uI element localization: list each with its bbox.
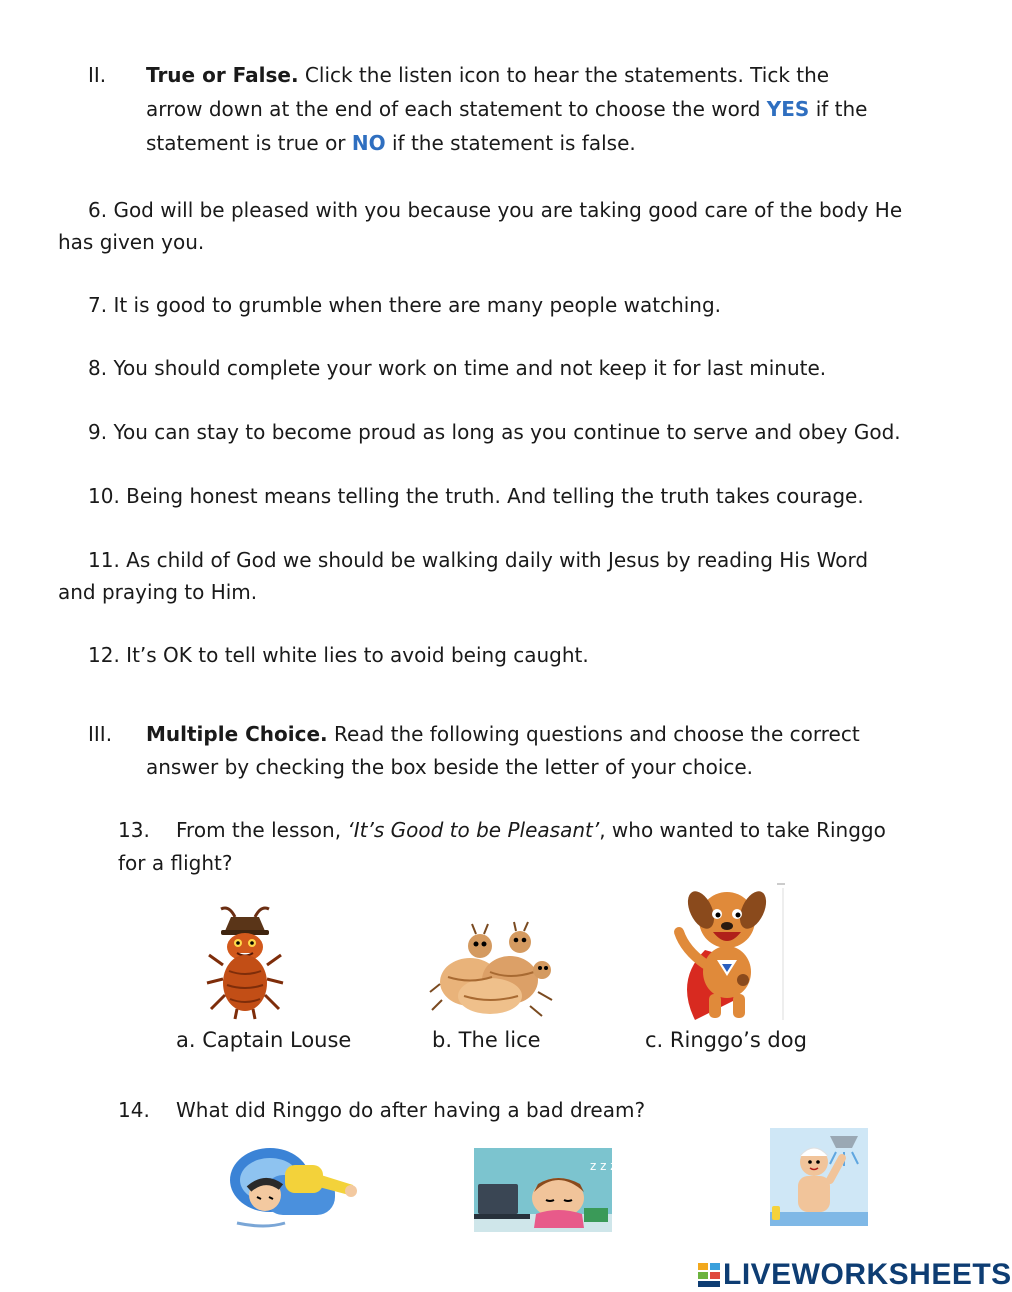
section-ii-intro-line-1 <box>146 58 829 92</box>
q13-text-a: From the lesson, <box>176 818 342 842</box>
statement-8: 8. You should complete your work on time and not keep it for last minute. <box>88 356 827 380</box>
boy-shower-image <box>770 1128 868 1226</box>
lice-group-image <box>430 922 555 1017</box>
section-iii-intro-a: Read the following questions and choose the correct <box>334 722 860 746</box>
section-ii-intro-b1: arrow down at the end of each statement to choose the word <box>146 97 761 121</box>
boy-bad-dream-image <box>225 1135 365 1230</box>
statement-12: 12. It’s OK to tell white lies to avoid being caught. <box>88 643 589 667</box>
section-ii-intro-c2: if the statement is false. <box>392 131 636 155</box>
statement-11-line-2: and praying to Him. <box>58 580 258 604</box>
section-iii-numeral: III. <box>88 722 113 746</box>
section-ii-intro-line-3 <box>146 126 636 160</box>
q13-text-line-1 <box>176 813 886 847</box>
q14-number: 14. <box>118 1098 150 1122</box>
section-ii-title: True or False. <box>146 63 299 87</box>
section-ii-intro-b2: if the <box>815 97 868 121</box>
no-keyword: NO <box>351 131 386 155</box>
statement-6-line-1: 6. God will be pleased with you because you are taking good care of the body He <box>88 198 903 222</box>
q13-option-a[interactable]: a. Captain Louse <box>176 1028 352 1052</box>
q13-text-line-2: for a flight? <box>118 851 233 875</box>
ringgos-dog-image <box>665 880 790 1025</box>
section-ii-intro-c1: statement is true or <box>146 131 346 155</box>
q13-option-b[interactable]: b. The lice <box>432 1028 541 1052</box>
section-ii-intro-a: Click the listen icon to hear the statements. Tick the <box>304 63 830 87</box>
q13-lesson-title: ‘It’s Good to be Pleasant’ <box>347 818 600 842</box>
liveworksheets-brand: LIVEWORKSHEETS <box>723 1258 1012 1291</box>
statement-6-line-2: has given you. <box>58 230 205 254</box>
q14-text: What did Ringgo do after having a bad dream? <box>176 1098 646 1122</box>
section-ii-numeral: II. <box>88 63 107 87</box>
q13-text-b: , who wanted to take Ringgo <box>599 818 886 842</box>
statement-11-line-1: 11. As child of God we should be walking daily with Jesus by reading His Word <box>88 548 869 572</box>
section-iii-intro-line-2: answer by checking the box beside the letter of your choice. <box>146 755 754 779</box>
section-iii-intro-line-1 <box>146 717 860 751</box>
section-ii-intro-line-2 <box>146 92 867 126</box>
liveworksheets-logo <box>698 1258 1012 1292</box>
zzz-text: z z z <box>590 1159 617 1173</box>
statement-9: 9. You can stay to become proud as long as you continue to serve and obey God. <box>88 420 901 444</box>
section-iii-title: Multiple Choice. <box>146 722 328 746</box>
q13-number: 13. <box>118 818 150 842</box>
captain-louse-image <box>205 905 285 1020</box>
yes-keyword: YES <box>766 97 810 121</box>
liveworksheets-logo-icon <box>698 1263 720 1287</box>
statement-7: 7. It is good to grumble when there are many people watching. <box>88 293 722 317</box>
q13-option-c[interactable]: c. Ringgo’s dog <box>645 1028 807 1052</box>
statement-10: 10. Being honest means telling the truth. And telling the truth takes courage. <box>88 484 864 508</box>
sleeping-boy-laptop-image <box>474 1148 617 1232</box>
